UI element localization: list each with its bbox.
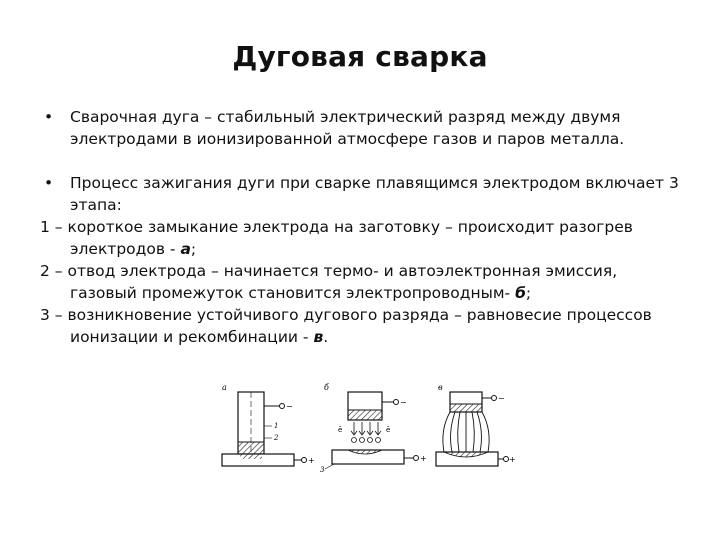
arc-column (443, 412, 489, 452)
step-3: 3 – возникновение устойчивого дугового разряда – равновесие процессов ионизации и рекомбинации - в. (40, 306, 652, 346)
bullet-definition (40, 106, 680, 150)
minus-b: − (400, 398, 407, 407)
label-1: 1 (274, 422, 279, 430)
panel-b-label: б (324, 383, 329, 392)
panel-a (222, 383, 315, 466)
definition-text: – стабильный электрический разряд между двумя электродами в ионизированной атмосфере газов и паров металла. (70, 108, 625, 148)
step-3-mark: в (313, 328, 324, 346)
electrode-b-tip (348, 410, 382, 420)
slide-title: Дуговая сварка (232, 40, 488, 73)
bullet-dot: • (44, 108, 54, 126)
arc-ignition-figure (214, 380, 514, 490)
slide-body (40, 106, 680, 348)
step-2-mark: б (515, 284, 526, 302)
terminal-a-bottom (302, 458, 307, 463)
bullet-dot: • (44, 174, 54, 192)
electrode-c-tip (450, 404, 482, 412)
panel-b (320, 383, 427, 474)
ion-b-left: ē (338, 426, 343, 434)
plus-a: + (308, 456, 315, 465)
label-2: 2 (274, 434, 279, 442)
electrode-a-tip (238, 442, 264, 454)
label-3: 3 (320, 466, 325, 474)
terminal-c-top (492, 396, 497, 401)
terminal-b-bottom (414, 456, 419, 461)
arc-ignition-diagram (214, 380, 514, 490)
step-1: 1 – короткое замыкание электрода на заготовку – происходит разогрев электродов - а; (40, 218, 633, 258)
terminal-a-top (280, 404, 285, 409)
ion-b-right: ē (386, 426, 391, 434)
plus-c: + (509, 455, 516, 464)
definition-term: Сварочная дуга (70, 108, 200, 126)
terminal-b-top (394, 400, 399, 405)
panel-a-label: а (222, 383, 227, 392)
plus-b: + (420, 454, 427, 463)
terminal-c-bottom (504, 457, 509, 462)
minus-a: − (286, 402, 293, 411)
step-1-mark: а (180, 240, 191, 258)
panel-c-label: в (438, 383, 443, 392)
electron-particles (352, 438, 381, 443)
panel-c (436, 383, 516, 466)
step-2: 2 – отвод электрода – начинается термо- и автоэлектронная эмиссия, газовый промежуток становится электропроводным- б; (40, 262, 618, 302)
emission-arrows (351, 422, 381, 435)
minus-c: − (498, 394, 505, 403)
bullet-process (40, 172, 680, 216)
process-text: Процесс зажигания дуги при сварке плавящимся электродом включает 3 этапа: (70, 174, 679, 214)
